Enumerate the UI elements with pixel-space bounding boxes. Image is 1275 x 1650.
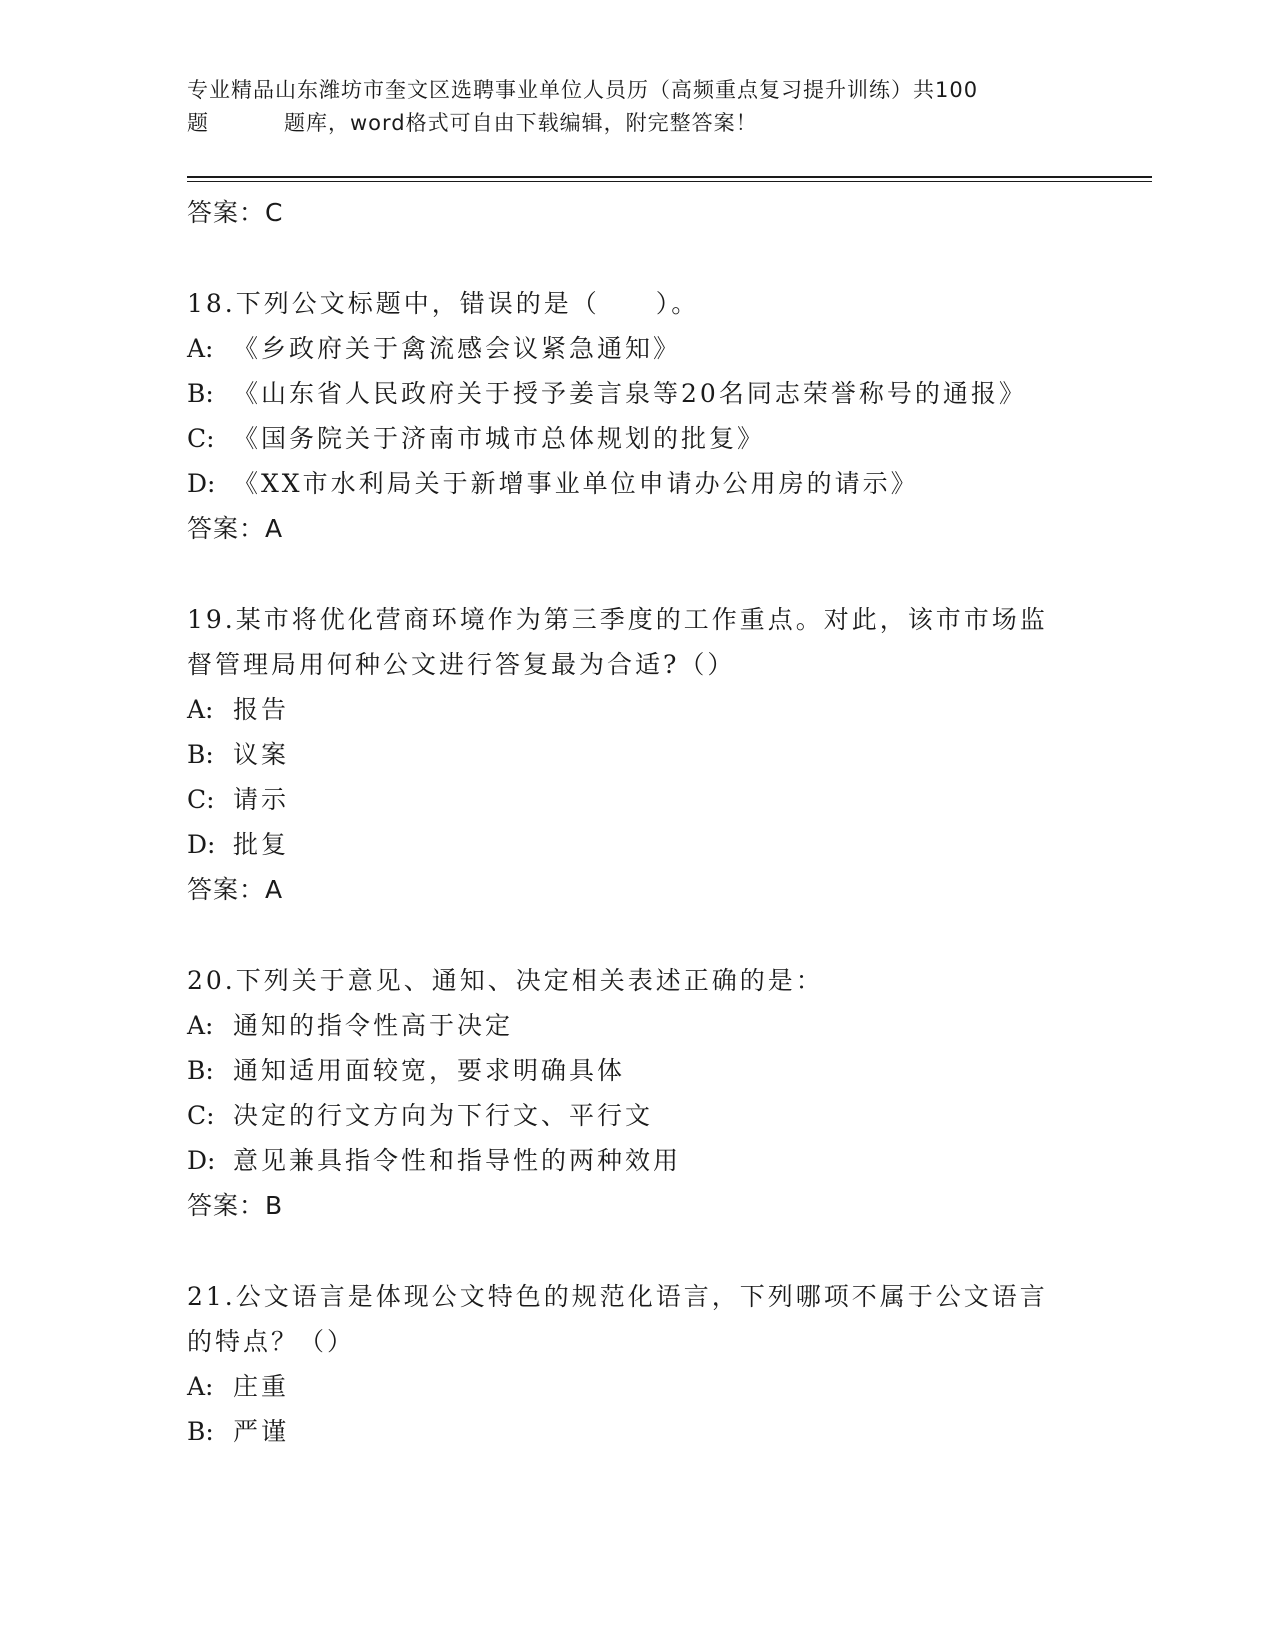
option-letter: C: <box>187 424 215 453</box>
option-letter: A: <box>187 695 214 724</box>
question-text: 20.下列关于意见、通知、决定相关表述正确的是： <box>187 966 824 995</box>
question-text-cont: 督管理局用何种公文进行答复最为合适?（） <box>187 650 736 679</box>
option-d <box>187 822 1087 867</box>
option-a <box>187 1003 1087 1048</box>
option-text: 报告 <box>233 695 290 724</box>
option-text: 《国务院关于济南市城市总体规划的批复》 <box>233 424 766 453</box>
page-header <box>187 74 1087 140</box>
option-c <box>187 777 1087 822</box>
option-b <box>187 1048 1087 1093</box>
header-line-2 <box>187 107 1087 140</box>
option-b <box>187 732 1087 777</box>
question-block <box>187 236 1087 552</box>
option-letter: D: <box>187 830 216 859</box>
answer-line: 答案：A <box>187 514 284 543</box>
option-letter: B: <box>187 379 214 408</box>
question-text: 19.某市将优化营商环境作为第三季度的工作重点。对此，该市市场监 <box>187 605 1048 634</box>
option-letter: B: <box>187 1417 214 1446</box>
question-block <box>187 1229 1087 1454</box>
option-text: 意见兼具指令性和指导性的两种效用 <box>233 1146 682 1175</box>
option-text: 庄重 <box>233 1372 290 1401</box>
header-line-2-right: 题库，word格式可自由下载编辑，附完整答案！ <box>284 111 758 135</box>
option-text: 议案 <box>233 740 290 769</box>
option-text: 请示 <box>233 785 290 814</box>
header-rule-thick <box>187 176 1152 178</box>
document-body <box>187 190 1087 1454</box>
question-text-cont: 的特点？（） <box>187 1327 356 1356</box>
question-text: 18.下列公文标题中，错误的是（ ）。 <box>187 289 700 318</box>
option-c <box>187 1093 1087 1138</box>
option-text: 《乡政府关于禽流感会议紧急通知》 <box>233 334 682 363</box>
option-letter: B: <box>187 740 214 769</box>
option-text: 通知的指令性高于决定 <box>233 1011 514 1040</box>
option-b <box>187 1409 1087 1454</box>
option-a <box>187 1364 1087 1409</box>
option-text: 严谨 <box>233 1417 290 1446</box>
answer-line: 答案：B <box>187 1191 284 1220</box>
option-letter: B: <box>187 1056 214 1085</box>
option-d <box>187 1138 1087 1183</box>
option-text: 通知适用面较宽，要求明确具体 <box>233 1056 626 1085</box>
header-line-2-left: 题 <box>187 111 209 135</box>
option-letter: A: <box>187 334 214 363</box>
option-text: 《XX市水利局关于新增事业单位申请办公用房的请示》 <box>233 469 919 498</box>
answer-line: 答案：A <box>187 875 284 904</box>
header-line-1: 专业精品山东潍坊市奎文区选聘事业单位人员历（高频重点复习提升训练）共100 <box>187 78 979 102</box>
option-letter: D: <box>187 1146 216 1175</box>
header-rule-thin <box>187 181 1152 182</box>
option-letter: C: <box>187 785 215 814</box>
question-block <box>187 552 1087 913</box>
option-letter: A: <box>187 1011 214 1040</box>
answer-line: 答案：C <box>187 198 284 227</box>
option-d <box>187 461 1087 506</box>
option-text: 决定的行文方向为下行文、平行文 <box>233 1101 654 1130</box>
question-text: 21.公文语言是体现公文特色的规范化语言，下列哪项不属于公文语言 <box>187 1282 1048 1311</box>
option-letter: C: <box>187 1101 215 1130</box>
option-a <box>187 687 1087 732</box>
option-b <box>187 371 1087 416</box>
option-letter: D: <box>187 469 216 498</box>
option-letter: A: <box>187 1372 214 1401</box>
question-block <box>187 913 1087 1229</box>
option-a <box>187 326 1087 371</box>
option-c <box>187 416 1087 461</box>
option-text: 《山东省人民政府关于授予姜言泉等20名同志荣誉称号的通报》 <box>233 379 1027 408</box>
option-text: 批复 <box>233 830 290 859</box>
